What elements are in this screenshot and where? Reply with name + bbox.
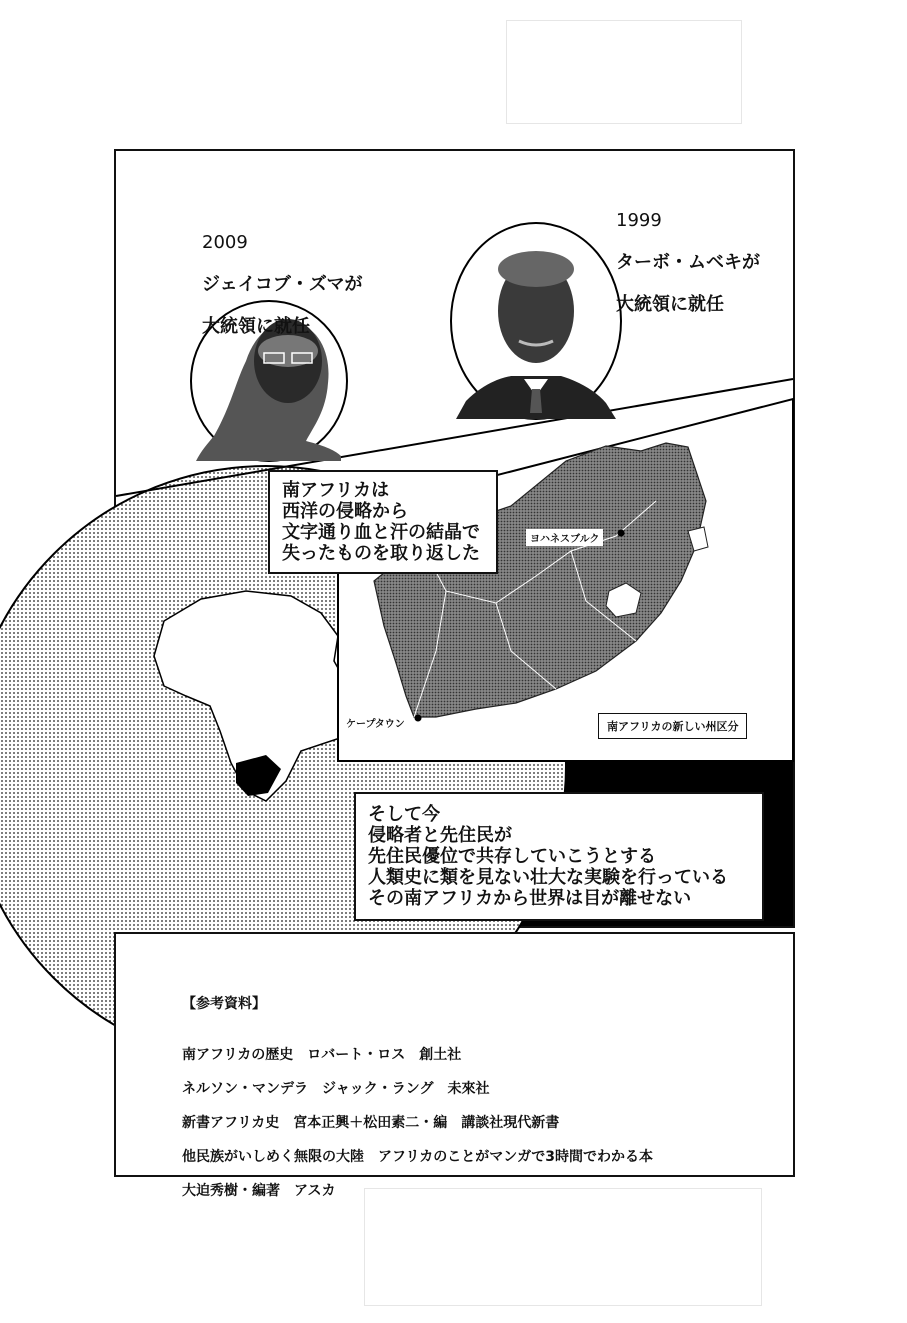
reference-item: 大迫秀樹・編著 アスカ (182, 1183, 336, 1199)
johannesburg-dot (618, 530, 625, 537)
reference-item: 他民族がいしめく無限の大陸 アフリカのことがマンガで3時間でわかる本 (182, 1149, 654, 1165)
narration-box-1: 南アフリカは 西洋の侵略から 文字通り血と汗の結晶で 失ったものを取り返した (268, 470, 498, 574)
caption-1999-year: 1999 (616, 210, 662, 231)
label-johannesburg: ヨハネスブルク (526, 529, 603, 546)
reference-item: 新書アフリカ史 宮本正興＋松田素二・編 講談社現代新書 (182, 1115, 560, 1131)
main-panel (114, 149, 795, 928)
caption-1999-line1: ターボ・ムベキが (616, 252, 760, 273)
caption-2009 (202, 211, 363, 358)
map-legend (598, 713, 747, 739)
caption-2009-line2: 大統領に就任 (202, 316, 310, 337)
page-ghost-top (506, 20, 742, 124)
caption-1999-line2: 大統領に就任 (616, 294, 724, 315)
portrait-mbeki (451, 223, 621, 419)
label-capetown: ケープタウン (342, 714, 409, 731)
map-frame (338, 399, 793, 761)
map-legend-text: 南アフリカの新しい州区分 (607, 720, 739, 733)
caption-1999 (616, 189, 760, 336)
references-list (182, 1030, 653, 1217)
narration-box-2: そして今 侵略者と先住民が 先住民優位で共存していこうとする 人類史に類を見ない壮大な実験を行っている その南アフリカから世界は目が離せない (354, 792, 764, 921)
caption-2009-line1: ジェイコブ・ズマが (202, 274, 363, 295)
caption-2009-year: 2009 (202, 232, 248, 253)
references-heading: 【参考資料】 (182, 996, 266, 1012)
capetown-dot (415, 715, 422, 722)
references-panel (114, 932, 795, 1199)
reference-item: ネルソン・マンデラ ジャック・ラング 未來社 (182, 1081, 490, 1097)
reference-item: 南アフリカの歴史 ロバート・ロス 創土社 (182, 1047, 462, 1063)
